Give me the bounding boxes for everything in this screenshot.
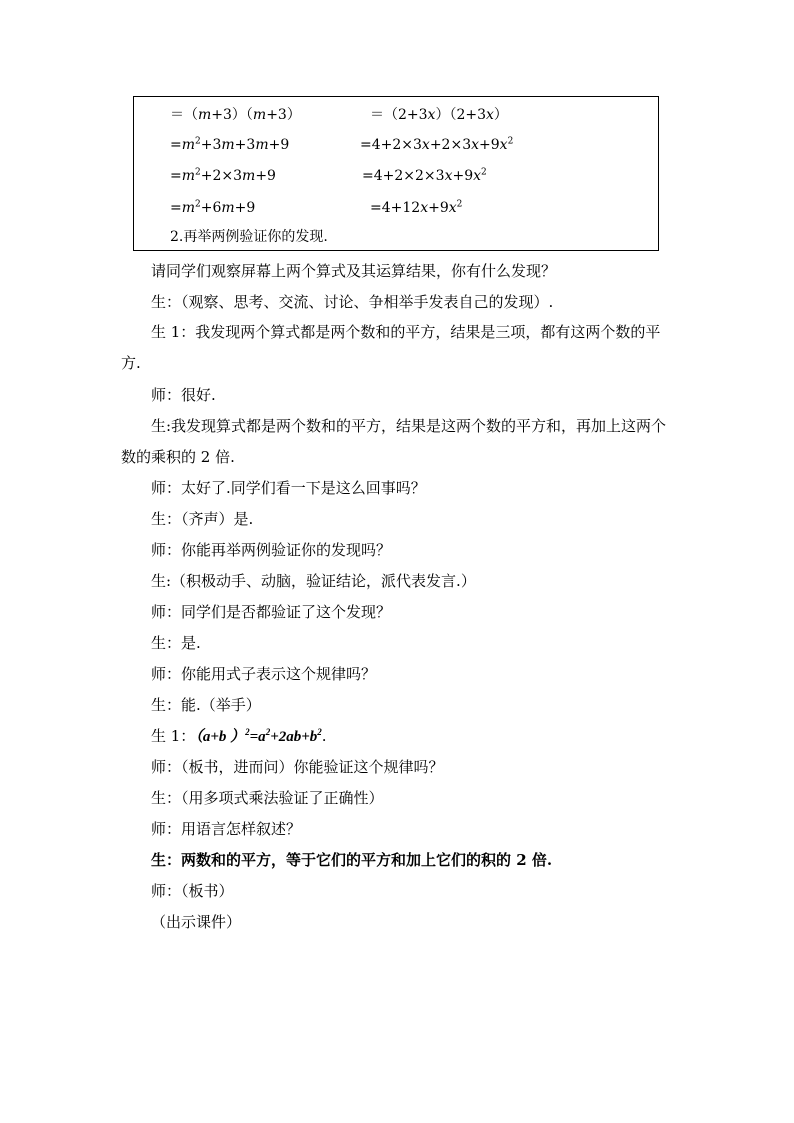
dialogue-line-11: 生：是. xyxy=(151,634,201,652)
box-note: 2.再举两例验证你的发现. xyxy=(170,229,328,245)
dialogue-line-1: 请同学们观察屏幕上两个算式及其运算结果，你有什么发现？ xyxy=(151,262,557,280)
right-row-3: $=4+2\times 2\times 3x+9x^2$ xyxy=(362,167,487,184)
dialogue-line-8: 师：你能再举两例验证你的发现吗？ xyxy=(151,541,392,559)
dialogue-line-12: 师：你能用式子表示这个规律吗？ xyxy=(151,665,377,683)
dialogue-line-20: （出示课件） xyxy=(151,913,242,931)
dialogue-line-5: 生:我发现算式都是两个数和的平方，结果是这两个数的平方和，再加上这两个数的乘积的 2 倍. xyxy=(121,417,667,466)
right-row-1: ＝（2+3x）（2+3x） xyxy=(370,107,508,123)
dialogue-line-19: 师：（板书） xyxy=(151,882,234,900)
dialogue-line-9: 生:（积极动手、动脑，验证结论，派代表发言.） xyxy=(151,572,476,590)
square-of-sum-formula: （a+b ）$^2=a^2+2ab+b^2$ xyxy=(195,727,322,745)
dialogue-line-17: 师：用语言怎样叙述？ xyxy=(151,820,302,838)
dialogue-line-18: 生：两数和的平方，等于它们的平方和加上它们的积的 2 倍. xyxy=(151,851,553,869)
dialogue-line-14: 生 1：（a+b ）$^2=a^2+2ab+b^2$. xyxy=(151,727,327,745)
left-row-4: $=m^2+6m+9$ xyxy=(170,199,256,216)
dialogue-line-4: 师：很好. xyxy=(151,386,216,404)
speaker-label: 生 1： xyxy=(151,727,196,745)
dialogue-line-3: 生 1：我发现两个算式都是两个数和的平方，结果是三项，都有这两个数的平方. xyxy=(121,323,661,372)
left-row-2: $=m^2+3m+3m+9$ xyxy=(170,136,290,153)
dialogue-line-10: 师：同学们是否都验证了这个发现？ xyxy=(151,603,392,621)
dialogue-line-16: 生：（用多项式乘法验证了正确性） xyxy=(151,789,384,807)
dialogue-line-2: 生：（观察、思考、交流、讨论、争相举手发表自己的发现）. xyxy=(151,293,554,311)
right-row-4: $=4+12x+9x^2$ xyxy=(370,199,463,216)
right-row-2: $=4+2\times 3x+2\times 3x+9x^2$ xyxy=(360,136,514,153)
dialogue-line-13: 生：能.（举手） xyxy=(151,696,261,714)
left-row-3: $=m^2+2\times 3m+9$ xyxy=(170,167,276,184)
left-row-1: ＝（m+3）（m+3） xyxy=(170,107,301,123)
math-derivation-box xyxy=(133,96,659,251)
dialogue-line-6: 师：太好了.同学们看一下是这么回事吗？ xyxy=(151,479,426,497)
dialogue-line-15: 师：（板书，进而问）你能验证这个规律吗？ xyxy=(151,758,444,776)
dialogue-line-7: 生：（齐声）是. xyxy=(151,510,254,528)
